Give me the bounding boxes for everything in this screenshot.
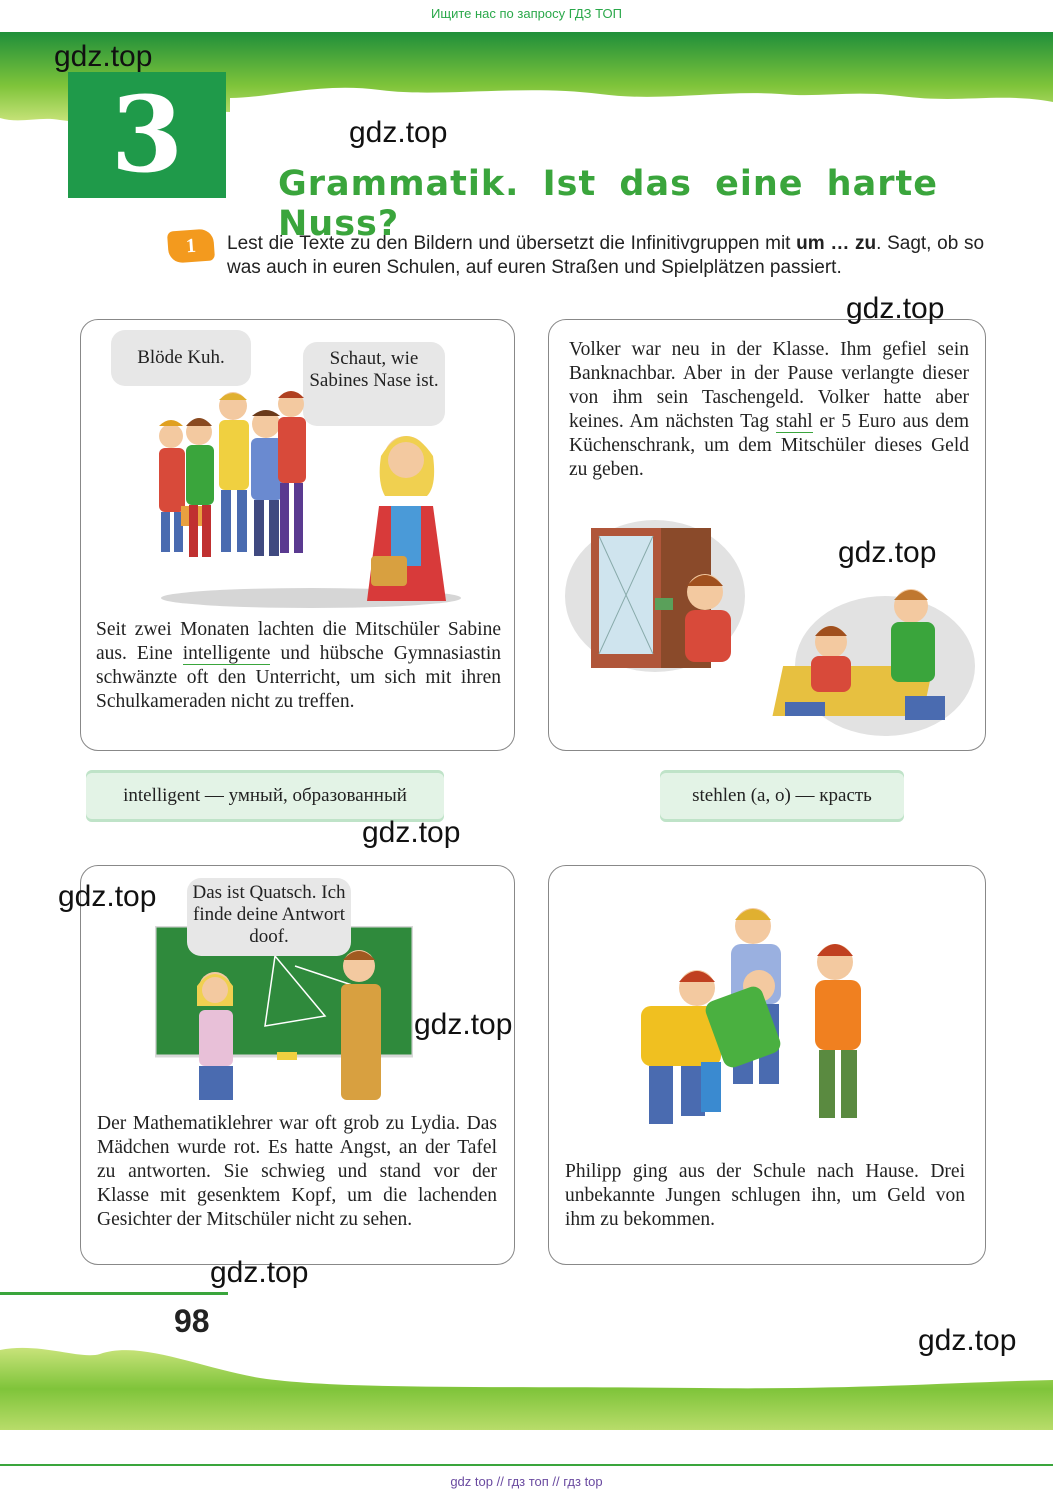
speech-bubble: Das ist Quatsch. Ich finde deine Antwort doof. bbox=[187, 878, 351, 956]
speech-bubble: Schaut, wie Sabines Nase ist. bbox=[303, 342, 445, 426]
vocab-box-intelligent: intelligent — умный, образованный bbox=[86, 770, 444, 822]
footer-banner bbox=[0, 1290, 1053, 1440]
bottom-links[interactable]: gdz top // гдз топ // гдз top bbox=[450, 1474, 603, 1489]
story-panel-lydia bbox=[80, 865, 515, 1265]
illustration-bullying bbox=[621, 902, 891, 1134]
watermark: gdz.top bbox=[349, 116, 448, 149]
page-number: 98 bbox=[174, 1303, 210, 1339]
illustration-kids-mocking bbox=[141, 386, 481, 610]
story-panel-philipp bbox=[548, 865, 986, 1265]
story-text: Seit zwei Monaten lachten die Mitschüler Sabine aus. Eine intelligente und hübsche Gymnasiastin schwänzte oft den Unterricht, um sich mit ihren Schulkameraden nicht zu treffen. bbox=[96, 619, 502, 712]
story-text: Der Mathematiklehrer war oft grob zu Lydia. Das Mädchen wurde rot. Es hatte Angst, an der Tafel zu antworten. Sie schwieg und stand vor der Klasse mit gesenktem Kopf, um die lachenden Gesichter der Mitschüler nicht zu sehen. bbox=[97, 1113, 497, 1230]
top-search-hint[interactable]: Ищите нас по запросу ГДЗ ТОП bbox=[431, 6, 622, 21]
watermark: gdz.top bbox=[918, 1324, 1017, 1357]
speech-bubble: Blöde Kuh. bbox=[111, 330, 251, 386]
chapter-title: Grammatik. Ist das eine harte Nuss? bbox=[278, 164, 938, 244]
footer-line bbox=[0, 1464, 1053, 1466]
story-panel-volker bbox=[548, 319, 986, 751]
story-text: Volker war neu in der Klasse. Ihm gefiel sein Banknachbar. Aber in der Pause verlangte dieser von ihm sein Taschengeld. Volker hatte aber keines. Am nächsten Tag stahl er 5 Euro aus dem Küchenschrank, um dem Mitschüler dieses Geld zu geben. bbox=[569, 339, 969, 480]
story-panel-sabine bbox=[80, 319, 515, 751]
watermark: gdz.top bbox=[54, 40, 153, 73]
task-number-badge: 1 bbox=[167, 228, 215, 263]
vocab-box-stehlen: stehlen (a, o) — красть bbox=[660, 770, 904, 822]
watermark: gdz.top bbox=[414, 1008, 513, 1041]
watermark: gdz.top bbox=[58, 880, 157, 913]
watermark: gdz.top bbox=[362, 816, 461, 849]
watermark: gdz.top bbox=[838, 536, 937, 569]
watermark: gdz.top bbox=[210, 1256, 309, 1289]
story-text: Philipp ging aus der Schule nach Hause. Drei unbekannte Jungen schlugen ihn, um Geld von ihm zu bekommen. bbox=[565, 1161, 965, 1230]
chapter-number: 3 bbox=[68, 72, 226, 198]
watermark: gdz.top bbox=[846, 292, 945, 325]
task-instruction: Lest die Texte zu den Bildern und übersetzt die Infinitivgruppen mit um … zu. Sagt, ob so was auch in euren Schulen, auf euren Straßen und Spielplätzen passiert. bbox=[227, 233, 985, 278]
